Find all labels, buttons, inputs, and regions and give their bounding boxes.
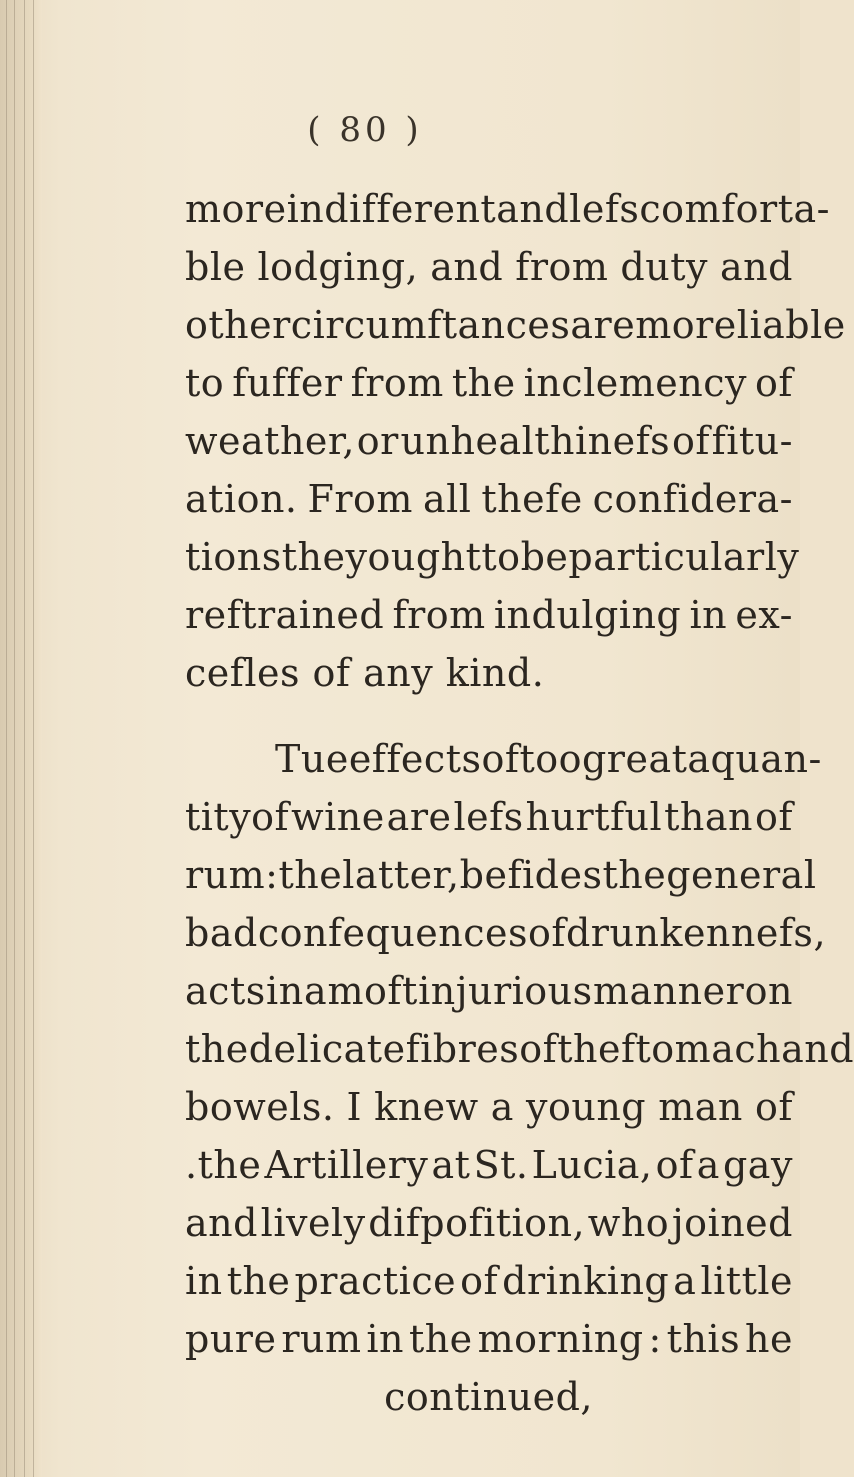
text-line: to fuffer from the inclemency of	[185, 361, 793, 405]
text-line: Tue effects of too great a quan-	[275, 737, 822, 781]
gutter-rule	[33, 0, 34, 1477]
text-line: weather, or unhealthinefs of fitu-	[185, 419, 793, 463]
text-line: cefles of any kind.	[185, 651, 545, 695]
catchword: continued,	[384, 1375, 593, 1419]
text-line: rum : the latter, befides the general	[185, 853, 817, 897]
text-line: acts in a moft injurious manner on	[185, 969, 793, 1013]
text-line: pure rum in the morning : this he	[185, 1317, 793, 1361]
paragraph-break	[185, 702, 793, 730]
text-line: tityof wine are lefs hurtful than of	[185, 795, 793, 839]
text-line: bad confequences of drunkennefs,	[185, 911, 827, 955]
text-line: the delicate fibres of the ftomach and	[185, 1027, 854, 1071]
gutter-rule	[14, 0, 15, 1477]
body-text	[185, 180, 854, 1426]
page-number: ( 80 )	[307, 110, 423, 150]
text-line: ation. From all thefe confidera-	[185, 477, 793, 521]
text-line: .the Artillery at St. Lucia, of a gay	[185, 1143, 793, 1187]
text-line: bowels. I knew a young man of	[185, 1085, 793, 1129]
text-line: other circumftances are more liable	[185, 303, 846, 347]
text-line: in the practice of drinking a little	[185, 1259, 793, 1303]
text-line: tions they ought to be particularly	[185, 535, 800, 579]
text-line: reftrained from indulging in ex-	[185, 593, 793, 637]
text-line: more indifferent and lefs comforta-	[185, 187, 830, 231]
text-line: and lively difpofition, who joined	[185, 1201, 793, 1245]
text-line: ble lodging, and from duty and	[185, 245, 793, 289]
gutter-rule	[24, 0, 25, 1477]
gutter-rule	[6, 0, 7, 1477]
